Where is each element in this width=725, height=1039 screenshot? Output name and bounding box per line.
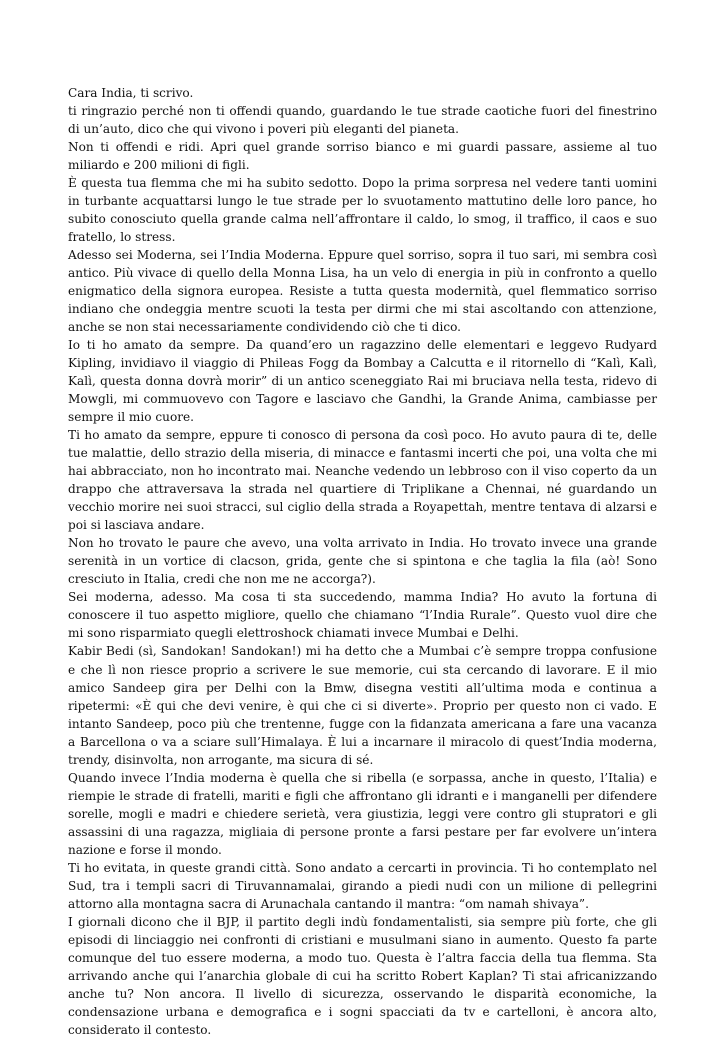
paragraph-province: Ti ho evitata, in queste grandi città. Sono andato a cercarti in provincia. Ti ho contemplato nel Sud, tra i templi sacri di Tiruvannamalai, girando a piedi nudi con un milione di pellegrini attorno alla montagna sacra di Arunachala cantando il mantra: “om namah shivaya”. xyxy=(68,860,657,911)
paragraph-modern: Adesso sei Moderna, sei l’India Moderna. Eppure quel sorriso, sopra il tuo sari, mi sembra così antico. Più vivace di quello della Monna Lisa, ha un velo di energia in più in confronto a quello enigmatico della signora europea. Resiste a tutta questa modernità, quel flemmatico sorriso indiano che ondeggia mentre scuoti la testa per dirmi che mi stai ascoltando con attenzione, anche se non stai necessariamente condividendo ciò che ti dico. xyxy=(68,248,657,335)
paragraph-calm: È questa tua flemma che mi ha subito sedotto. Dopo la prima sorpresa nel vedere tanti uomini in turbante acquattarsi lungo le tue strade per lo svuotamento mattutino delle loro pance, ho subito conosciuto quella grande calma nell’affrontare il caldo, lo smog, il traffico, il caos e suo fratello, lo stress. xyxy=(68,176,657,245)
paragraph-rural-india: Sei moderna, adesso. Ma cosa ti sta succedendo, mamma India? Ho avuto la fortuna di conoscere il tuo aspetto migliore, quello che chiamano “l’India Rurale”. Questo vuol dire che mi sono risparmiato quegli elettroshock chiamati invece Mumbai e Delhi. xyxy=(68,590,657,641)
letter-salutation: Cara India, ti scrivo. xyxy=(68,86,194,100)
paragraph-thanks: ti ringrazio perché non ti offendi quando, guardando le tue strade caotiche fuori del finestrino di un’auto, dico che qui vivono i poveri più eleganti del pianeta. xyxy=(68,104,657,137)
paragraph-smile: Non ti offendi e ridi. Apri quel grande sorriso bianco e mi guardi passare, assieme al tuo miliardo e 200 milioni di figli. xyxy=(68,140,657,173)
paragraph-rebellion: Quando invece l’India moderna è quella che si ribella (e sorpassa, anche in questo, l’Italia) e riempie le strade di fratelli, mariti e figli che affrontano gli idranti e i manganelli per difendere sorelle, mogli e madri e chiedere serietà, vera giustizia, leggi vere contro gli stupratori e gli assassini di una ragazza, migliaia di persone pronte a farsi pestare per far evolvere un’intera nazione e forse il mondo. xyxy=(68,770,657,857)
letter-body xyxy=(68,84,657,1039)
paragraph-childhood: Io ti ho amato da sempre. Da quand’ero un ragazzino delle elementari e leggevo Rudyard Kipling, invidiavo il viaggio di Phileas Fogg da Bombay a Calcutta e il ritornello di “Kalì, Kalì, Kalì, questa donna dovrà morir” di un antico sceneggiato Rai mi bruciava nella testa, ridevo di Mowgli, mi commuovevo con Tagore e lasciavo che Gandhi, la Grande Anima, cambiasse per sempre il mio cuore. xyxy=(68,338,657,425)
paragraph-fear: Ti ho amato da sempre, eppure ti conosco di persona da così poco. Ho avuto paura di te, delle tue malattie, dello strazio della miseria, di minacce e fantasmi incerti che poi, una volta che mi hai abbracciato, non ho incontrato mai. Neanche vedendo un lebbroso con il viso coperto da un drappo che attraversava la strada nel quartiere di Triplikane a Chennai, né guardando un vecchio morire nei suoi stracci, sul ciglio della strada a Royapettah, mentre tentava di alzarsi e poi si lasciava andare. xyxy=(68,428,657,533)
paragraph-bjp: I giornali dicono che il BJP, il partito degli indù fondamentalisti, sia sempre più forte, che gli episodi di linciaggio nei confronti di cristiani e musulmani siano in aumento. Questo fa parte comunque del tuo essere moderna, a modo tuo. Questa è l’altra faccia della tua flemma. Sta arrivando anche qui l’anarchia globale di cui ha scritto Robert Kaplan? Ti stai africanizzando anche tu? Non ancora. Il livello di sicurezza, osservando le disparità economiche, la condensazione urbana e demografica e i sogni spacciati da tv e cartelloni, è ancora alto, considerato il contesto. xyxy=(68,914,657,1037)
paragraph-serenity: Non ho trovato le paure che avevo, una volta arrivato in India. Ho trovato invece una grande serenità in un vortice di clacson, grida, gente che si spintona e che taglia la fila (aò! Sono cresciuto in Italia, credi che non me ne accorga?). xyxy=(68,536,657,587)
paragraph-kabir-bedi: Kabir Bedi (sì, Sandokan! Sandokan!) mi ha detto che a Mumbai c’è sempre troppa confusione e che lì non riesce proprio a scrivere le sue memorie, cui sta cercando di lavorare. E il mio amico Sandeep gira per Delhi con la Bmw, disegna vestiti all’ultima moda e continua a ripetermi: «È qui che devi venire, è qui che ci si diverte». Proprio per questo non ci vado. E intanto Sandeep, poco più che trentenne, fugge con la fidanzata americana a fare una vacanza a Barcellona o va a sciare sull’Himalaya. È lui a incarnare il miracolo di quest’India moderna, trendy, disinvolta, non arrogante, ma sicura di sé. xyxy=(68,644,657,767)
